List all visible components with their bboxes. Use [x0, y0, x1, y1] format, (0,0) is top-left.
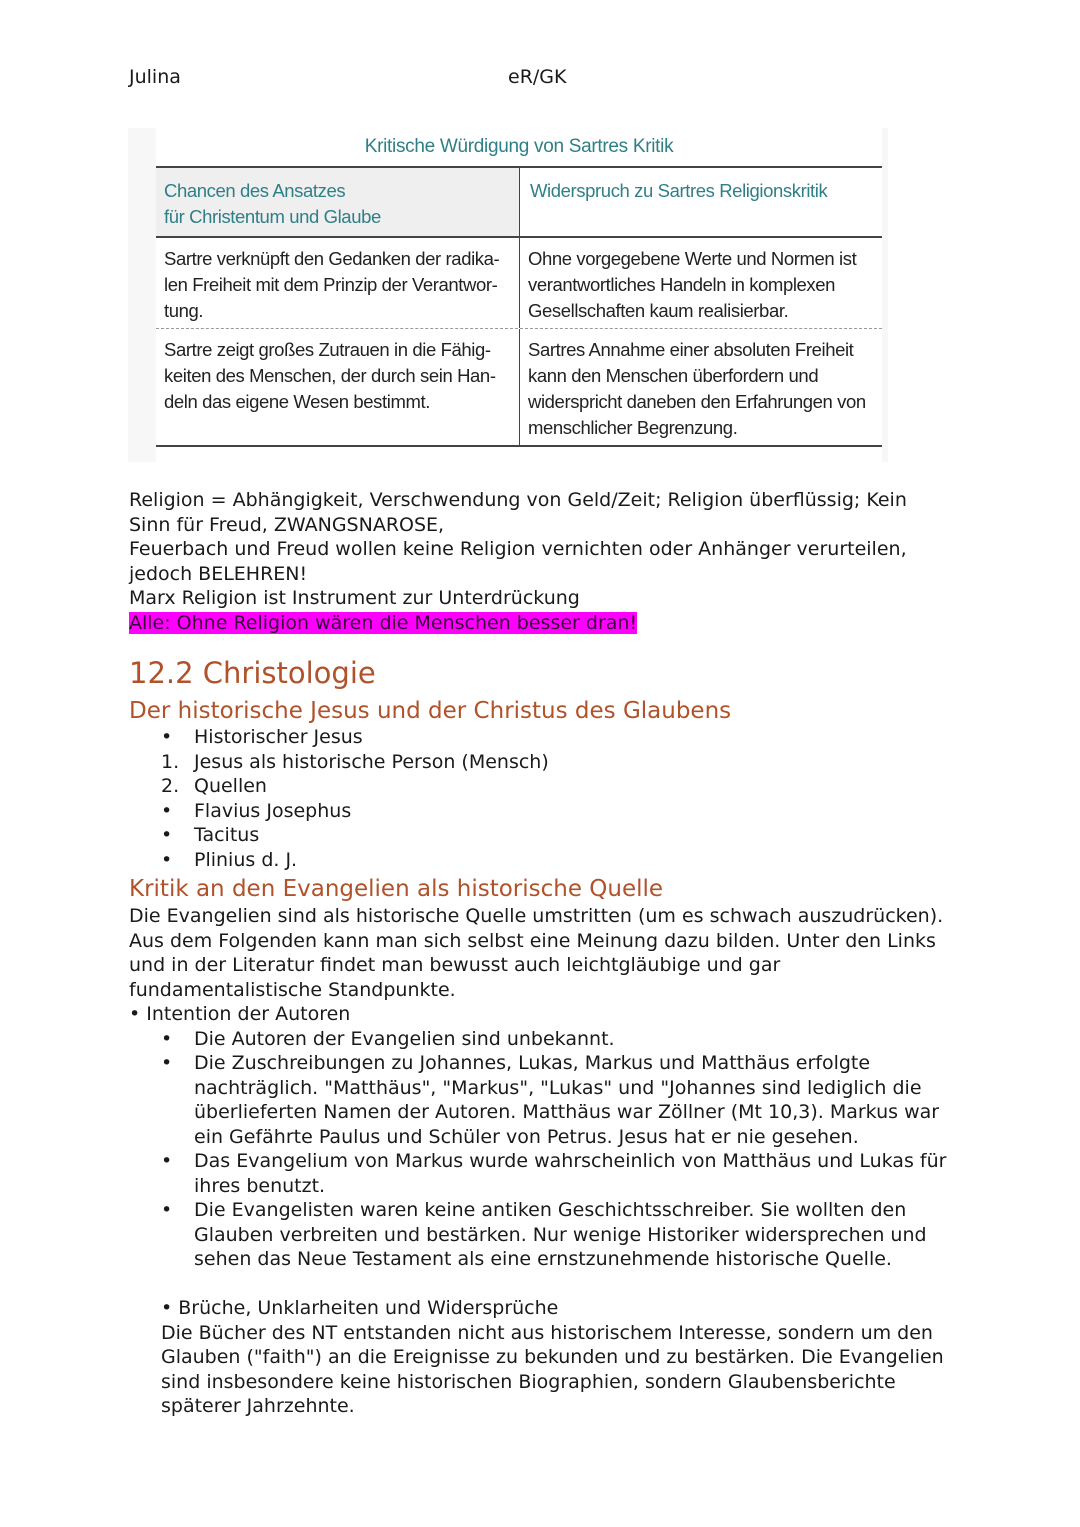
list-item: • Die Zuschreibungen zu Johannes, Lukas, Markus und Matthäus erfolgte nachträglich. "Matthäus", "Markus", "Lukas" und "Johannes sind lediglich die überlieferten Namen der Autoren. Matthäus war Zöllner (Mt 10,3). Markus war ein Gefährte Paulus und Schüler von Petrus. Jesus hat er nie gesehen.	[161, 1052, 940, 1148]
religion-notes	[129, 488, 959, 635]
list-item: • Das Evangelium von Markus wurde wahrscheinlich von Matthäus und Lukas für ihres benutzt.	[161, 1150, 947, 1197]
table-cell-left: Sartre verknüpft den Gedanken der radika- len Freiheit mit dem Prinzip der Verantwor- tung.	[164, 248, 500, 321]
table-cell-right: Sartres Annahme einer absoluten Freiheit kann den Menschen überfordern und widerspricht daneben den Erfahrungen von menschlicher Begrenzung.	[519, 329, 882, 445]
table-title: Kritische Würdigung von Sartres Kritik	[364, 136, 674, 157]
list-item: • Die Autoren der Evangelien sind unbekannt.	[161, 1027, 615, 1050]
table-header-contradiction: Widerspruch zu Sartres Religionskritik	[519, 168, 882, 236]
note-line: Feuerbach und Freud wollen keine Religion vernichten oder Anhänger verurteilen,	[129, 538, 907, 560]
critique-title: Kritik an den Evangelien als historische Quelle	[129, 876, 664, 902]
critique-table	[156, 166, 882, 447]
author-name: Julina	[129, 66, 181, 88]
critique-subhead: • Intention der Autoren	[129, 1003, 351, 1025]
note-line: Marx Religion ist Instrument zur Unterdrückung	[129, 587, 580, 609]
section-title: 12.2 Christologie	[129, 656, 376, 690]
breaks-section: • Brüche, Unklarheiten und Widersprüche Die Bücher des NT entstanden nicht aus historischem Interesse, sondern um den Glauben ("faith") an die Ereignisse zu bekunden und zu bestärken. Die Evangelien sind insbesondere keine historischen Biographien, sondern Glaubensberichte späterer Jahrzehnte.	[161, 1296, 961, 1419]
table-header-row	[156, 168, 882, 238]
table-cell-right: Ohne vorgegebene Werte und Normen ist verantwortliches Handeln in komplexen Gesellschaften kaum realisierbar.	[519, 238, 882, 328]
list-item: • Tacitus	[161, 824, 260, 846]
note-line: Sinn für Freud, ZWANGSNAROSE,	[129, 513, 445, 536]
critique-body: Die Evangelien sind als historische Quelle umstritten (um es schwach auszudrücken). Aus dem Folgenden kann man sich selbst eine Meinung dazu bilden. Unter den Links und in der Literatur findet man bewusst auch leichtgläubige und gar fundamentalistische Standpunkte. • Intention der Autoren • Die Autoren der Evangelien sind unbekannt. • Die Zuschreibungen zu Johannes, Lukas, Markus und Matthäus erfolgte nachträglich. "Matthäus", "Markus", "Lukas" und "Johannes sind lediglich die überlieferten Namen der Autoren. Matthäus war Zöllner (Mt 10,3). Markus war ein Gefährte Paulus und Schüler von Petrus. Jesus hat er nie gesehen. • Das Evangelium von Markus wurde wahrscheinlich von Matthäus und Lukas für ihres benutzt. • Die Evangelisten waren keine antiken Geschichtsschreiber. Sie wollten den Glauben verbreiten und bestärken. Nur wenige Historiker widersprechen und sehen das Neue Testament als eine ernstzunehmende historische Quelle.	[129, 904, 959, 1272]
list-item: 2. Quellen	[161, 775, 267, 797]
table-row	[156, 238, 882, 329]
jesus-list	[129, 725, 929, 872]
note-line: jedoch BELEHREN!	[129, 562, 308, 585]
section-subtitle: Der historische Jesus und der Christus des Glaubens	[129, 698, 732, 724]
list-item: • Flavius Josephus	[161, 799, 352, 822]
note-line: Religion = Abhängigkeit, Verschwendung von Geld/Zeit; Religion überflüssig; Kein	[129, 489, 907, 511]
list-item: • Plinius d. J.	[161, 848, 298, 871]
table-header-chances: Chancen des Ansatzes für Christentum und Glaube	[164, 180, 381, 227]
breaks-subhead: • Brüche, Unklarheiten und Widersprüche	[161, 1297, 559, 1319]
table-cell-left: Sartre zeigt großes Zutrauen in die Fähig- keiten des Menschen, der durch sein Han- deln das eigene Wesen bestimmt.	[164, 339, 496, 412]
list-item: • Historischer Jesus	[161, 726, 363, 748]
highlighted-conclusion: Alle: Ohne Religion wären die Menschen besser dran!	[129, 611, 638, 634]
course-code: eR/GK	[508, 66, 567, 88]
scanned-table-image	[128, 128, 888, 462]
table-row	[156, 329, 882, 445]
list-item: 1. Jesus als historische Person (Mensch)	[161, 750, 549, 773]
list-item: • Die Evangelisten waren keine antiken Geschichtsschreiber. Sie wollten den Glauben verbreiten und bestärken. Nur wenige Historiker widersprechen und sehen das Neue Testament als eine ernstzunehmende historische Quelle.	[161, 1199, 927, 1270]
